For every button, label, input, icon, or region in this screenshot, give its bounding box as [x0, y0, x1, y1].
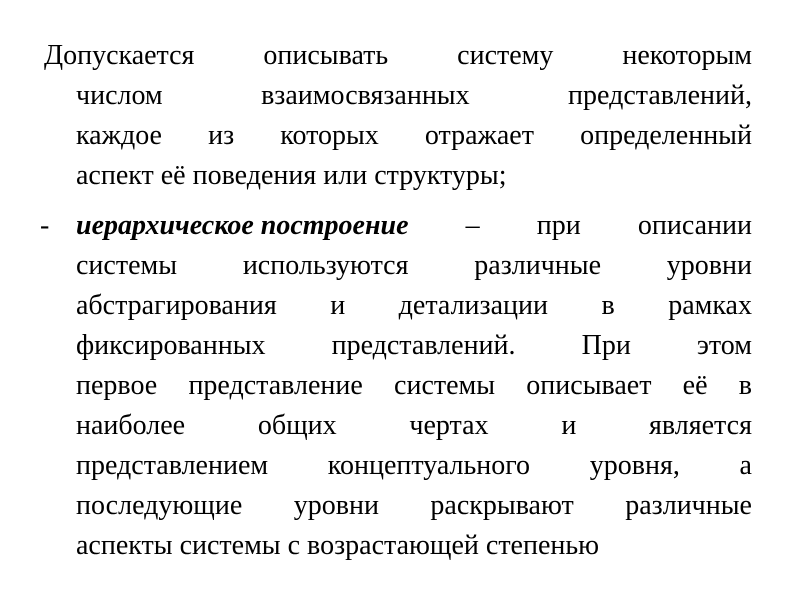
p2-line-2: [76, 246, 752, 286]
word: концептуального: [327, 450, 531, 481]
word: первое: [76, 370, 158, 401]
word: отражает: [424, 120, 534, 151]
word: описывать: [263, 40, 389, 71]
bullet-dash: -: [40, 210, 50, 241]
word: детализации: [398, 290, 548, 321]
word: является: [649, 410, 752, 441]
word: поведения: [192, 160, 317, 191]
p1-line-4: [76, 156, 752, 196]
word: системы: [76, 250, 178, 281]
word: и: [561, 410, 577, 441]
word: общих: [257, 410, 337, 441]
p2-line-4: [76, 326, 752, 366]
word: чертах: [409, 410, 489, 441]
word: различные: [474, 250, 602, 281]
word: каждое: [76, 120, 162, 151]
word: последующие: [76, 490, 243, 521]
term-emphasis: иерархическое построение: [76, 210, 409, 241]
word: определенный: [580, 120, 752, 151]
p1-line-3: [76, 116, 752, 156]
word: представлений.: [331, 330, 516, 361]
p1-line-2: [76, 76, 752, 116]
word: степенью: [485, 530, 600, 561]
word: этом: [696, 330, 752, 361]
word: раскрывают: [430, 490, 574, 521]
word: уровни: [666, 250, 752, 281]
word: наиболее: [76, 410, 186, 441]
word: представлений,: [568, 80, 752, 111]
word: её: [682, 370, 708, 401]
word: которых: [280, 120, 379, 151]
word: представление: [188, 370, 363, 401]
word: различные: [625, 490, 752, 521]
word: в: [601, 290, 615, 321]
p2-line-3: [76, 286, 752, 326]
word: –: [465, 210, 480, 241]
word: используются: [242, 250, 409, 281]
word: возрастающей: [307, 530, 479, 561]
word: или: [323, 160, 368, 191]
word: описании: [637, 210, 752, 241]
word: представлением: [76, 450, 269, 481]
word: числом: [76, 80, 163, 111]
word: систему: [457, 40, 554, 71]
word: а: [739, 450, 752, 481]
word: системы: [179, 530, 281, 561]
word: уровни: [293, 490, 379, 521]
word: аспекты: [76, 530, 173, 561]
word: некоторым: [622, 40, 752, 71]
word: абстрагирования: [76, 290, 277, 321]
p2-line-8: [76, 486, 752, 526]
p2-line-5: [76, 366, 752, 406]
word: аспект: [76, 160, 154, 191]
word: При: [581, 330, 631, 361]
word: Допускается: [44, 40, 195, 71]
word: взаимосвязанных: [261, 80, 470, 111]
word: её: [160, 160, 186, 191]
word: рамках: [668, 290, 752, 321]
p2-line-7: [76, 446, 752, 486]
word: и: [330, 290, 346, 321]
word: уровня,: [589, 450, 680, 481]
word: с: [287, 530, 301, 561]
p2-line-6: [76, 406, 752, 446]
p2-line-1: [76, 206, 752, 246]
word: из: [208, 120, 235, 151]
word: при: [536, 210, 581, 241]
word: структуры;: [374, 160, 507, 191]
word: описывает: [526, 370, 652, 401]
p1-line-1: [44, 36, 752, 76]
p2-line-9: [76, 526, 752, 566]
word: системы: [394, 370, 496, 401]
word: фиксированных: [76, 330, 266, 361]
word: в: [738, 370, 752, 401]
